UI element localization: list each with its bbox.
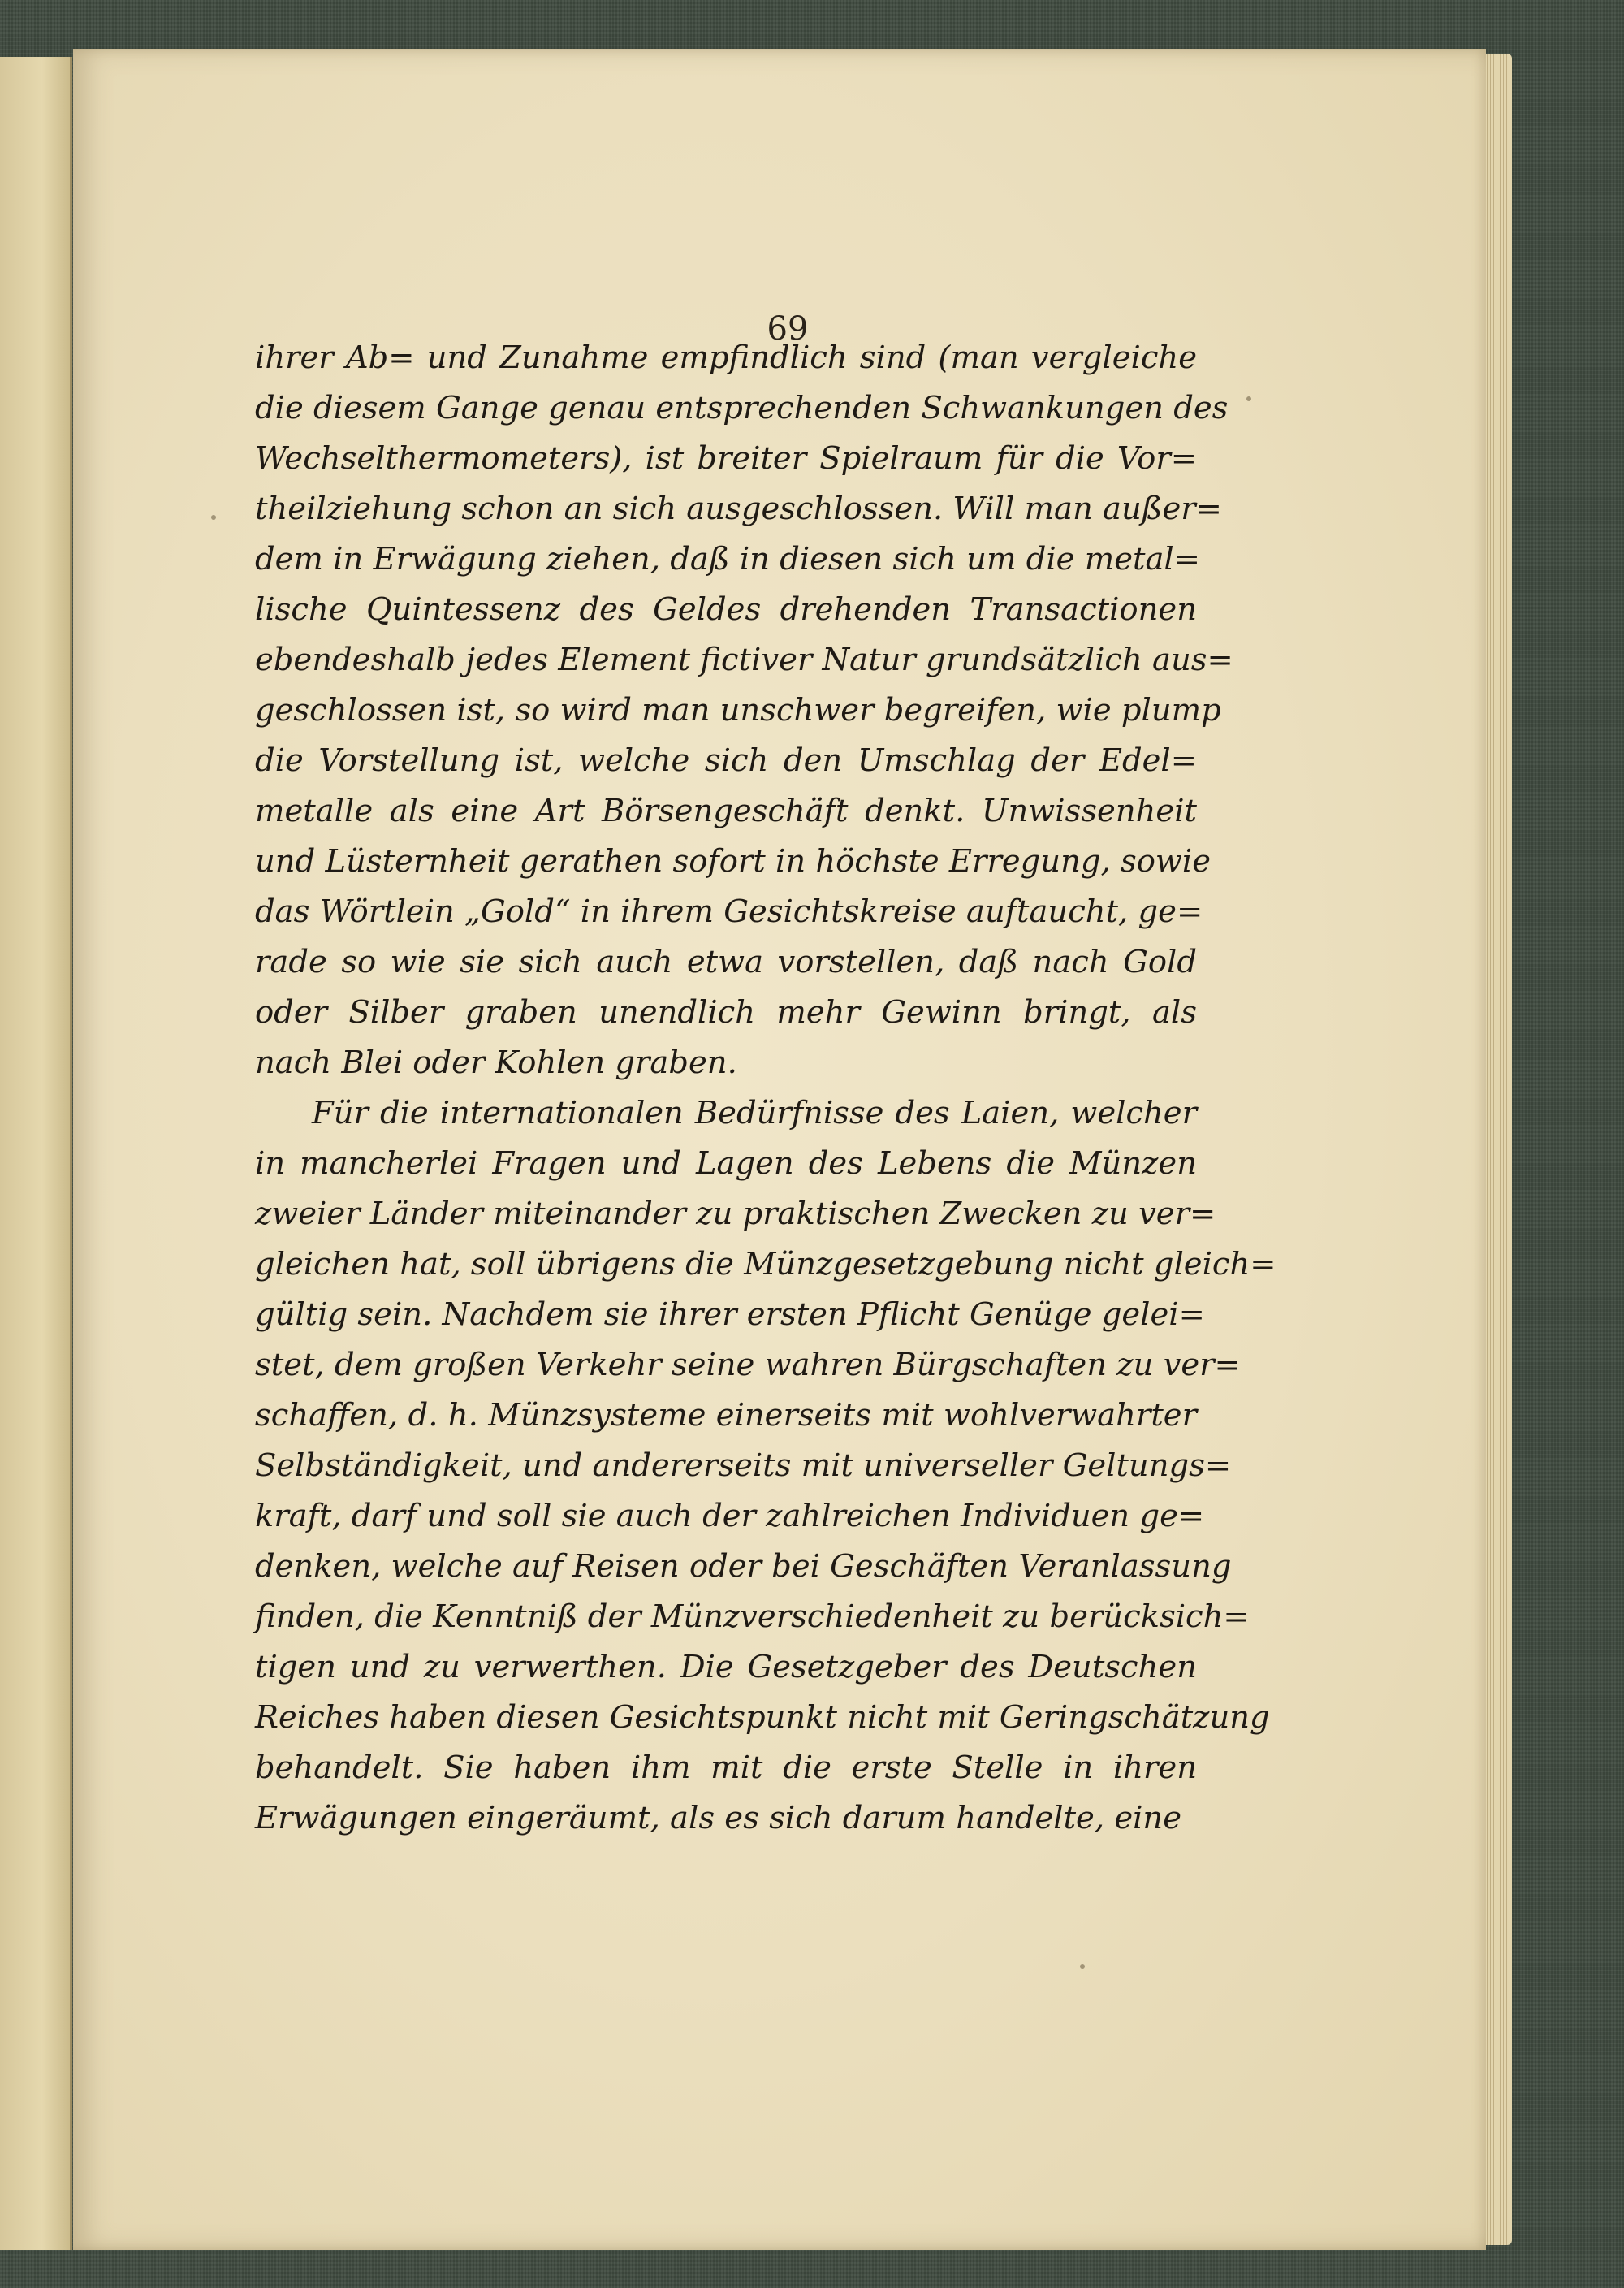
text-line: schaffen, d. h. Münzsysteme einerseits mit wohlverwahrter (255, 1397, 1197, 1434)
text-line: theilziehung schon an sich ausgeschlossen. Will man außer= (255, 491, 1222, 527)
text-line: gültig sein. Nachdem sie ihrer ersten Pflicht Genüge gelei= (255, 1296, 1205, 1333)
text-line: geschlossen ist, so wird man unschwer begreifen, wie plump (255, 692, 1221, 729)
paper-speck (1246, 396, 1251, 401)
text-line: oder Silber graben unendlich mehr Gewinn bringt, als (255, 994, 1197, 1031)
text-line: ebendeshalb jedes Element fictiver Natur grundsätzlich aus= (255, 642, 1233, 678)
text-line: kraft, darf und soll sie auch der zahlreichen Individuen ge= (255, 1498, 1205, 1534)
paper-speck (211, 515, 216, 520)
text-line: Wechselthermometers), ist breiter Spielraum für die Vor= (255, 440, 1197, 477)
text-line: Selbständigkeit, und andererseits mit universeller Geltungs= (255, 1447, 1232, 1484)
text-line: dem in Erwägung ziehen, daß in diesen sich um die metal= (255, 541, 1200, 577)
text-line: denken, welche auf Reisen oder bei Geschäften Veranlassung (255, 1548, 1232, 1585)
text-line: Erwägungen eingeräumt, als es sich darum handelte, eine (255, 1800, 1181, 1836)
paragraph (255, 1088, 1276, 1844)
text-line: behandelt. Sie haben ihm mit die erste Stelle in ihren (255, 1750, 1197, 1786)
facing-page-edge (0, 57, 72, 2250)
paragraph (255, 333, 1233, 1088)
text-line: lische Quintessenz des Geldes drehenden Transactionen (255, 591, 1197, 628)
text-line: zweier Länder miteinander zu praktischen Zwecken zu ver= (255, 1196, 1216, 1232)
text-line: metalle als eine Art Börsengeschäft denkt. Unwissenheit (255, 793, 1197, 829)
text-line: Für die internationalen Bedürfnisse des Laien, welcher (312, 1095, 1197, 1131)
body-text (255, 333, 1276, 1844)
text-line: Reiches haben diesen Gesichtspunkt nicht mit Geringschätzung (255, 1699, 1270, 1736)
text-line: das Wörtlein „Gold“ in ihrem Gesichtskreise auftaucht, ge= (255, 893, 1203, 930)
text-line: stet, dem großen Verkehr seine wahren Bürgschaften zu ver= (255, 1347, 1241, 1383)
text-line: ihrer Ab= und Zunahme empfindlich sind (man vergleiche (255, 340, 1197, 376)
text-line: nach Blei oder Kohlen graben. (255, 1045, 737, 1081)
text-line: tigen und zu verwerthen. Die Gesetzgeber des Deutschen (255, 1649, 1197, 1685)
text-line: in mancherlei Fragen und Lagen des Lebens die Münzen (255, 1145, 1197, 1182)
text-line: und Lüsternheit gerathen sofort in höchste Erregung, sowie (255, 843, 1211, 880)
page-number: 69 (767, 310, 809, 348)
text-line: die Vorstellung ist, welche sich den Umschlag der Edel= (255, 742, 1197, 779)
text-line: finden, die Kenntniß der Münzverschiedenheit zu berücksich= (255, 1598, 1250, 1635)
text-line: gleichen hat, soll übrigens die Münzgesetzgebung nicht gleich= (255, 1246, 1276, 1282)
text-line: die diesem Gange genau entsprechenden Schwankungen des (255, 390, 1229, 426)
paper-speck (1080, 1964, 1085, 1969)
text-line: rade so wie sie sich auch etwa vorstellen, daß nach Gold (255, 944, 1197, 980)
